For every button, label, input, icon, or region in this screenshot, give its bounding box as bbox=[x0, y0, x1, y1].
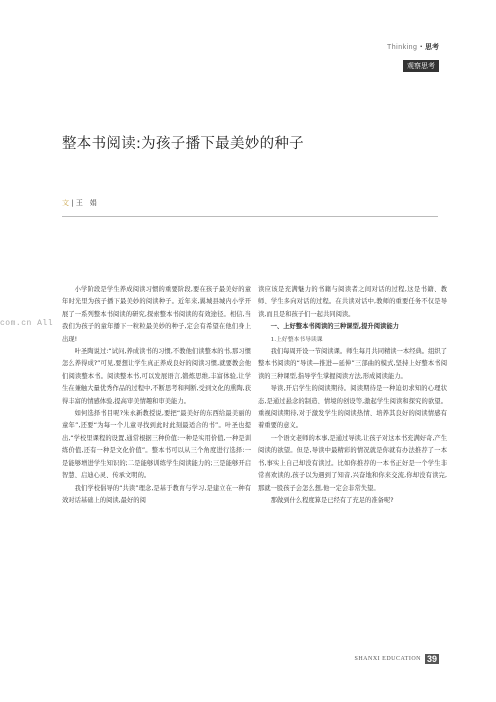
right-column bbox=[258, 284, 447, 507]
paragraph: 一个语文老师的本事,是通过导读,让孩子对这本书充满好奇,产生阅读的欲望。但是,导读中最精彩的情况就是你就有办法推荐了一本书,事实上自己却没有读过。比如你推荐的一本书正好是一个学生非常喜欢读的,孩子以为遇到了知音,兴奋地和你来交流,你却没有读完,那就一股孩子会怎么想,他一定会非常失望。 bbox=[258, 434, 447, 492]
left-column bbox=[62, 284, 251, 507]
section-heading: 一、上好整本书阅读的三种课型,提升阅读能力 bbox=[270, 323, 399, 331]
section-tag: Thinking · 思考 观察思考 bbox=[386, 43, 439, 70]
paragraph: 小学阶段是学生养成阅读习惯的重要阶段,要在孩子最美好的童年时光里为孩子播下最美妙的阅读种子。近年来,翼城县城内小学开展了一系列整本书阅读的研究,探索整本书阅读的有效途径。相信,当我们为孩子的童年播下一粒粒最美妙的种子,定会有希望在他们身上出现! bbox=[62, 286, 251, 343]
paragraph: 我们学校倡导的“共读”理念,是基于教育与学习,是建立在一种有效对话基础上的阅读,最好的阅 bbox=[62, 484, 251, 504]
sub-heading: 1.上好整本书导读课 bbox=[270, 336, 323, 343]
title-divider bbox=[62, 216, 438, 217]
paragraph: 叶圣陶说过:“试问,养成读书的习惯,不教他们读整本的书,那习惯怎么养得成?”可见,要想让学生真正养成良好的阅读习惯,就要教会他们阅读整本书。阅读整本书,可以发展语言,锻炼思维,丰富体验,让学生在兼触大量优秀作品的过程中,不断思考和判断,受到文化的熏陶,获得丰富的情感体验,提高审美情趣和审美能力。 bbox=[62, 348, 251, 405]
subsection-label: 观察思考 bbox=[403, 60, 439, 72]
watermark: com.cn All bbox=[0, 319, 54, 328]
paragraph: 读应该是充满魅力的书籍与阅读者之间对话的过程,这是书籍、教师、学生多向对话的过程。在共读对话中,教师的重要任务不仅是导读,而且是和孩子们一起共同阅读。 bbox=[258, 286, 447, 318]
journal-name: SHANXI EDUCATION bbox=[354, 656, 421, 662]
category-cn: 思考 bbox=[425, 43, 439, 51]
category-en: Thinking bbox=[386, 44, 418, 51]
author-name: 王 娟 bbox=[75, 199, 97, 207]
paragraph: 那做到什么程度算是已经有了充足的准备呢? bbox=[270, 496, 394, 504]
page-footer bbox=[354, 654, 439, 664]
paragraph: 我们每周开设一节阅读课。师生每月共同精读一本经典。组织了整本书阅读的“导读—推进—延伸”三部曲的模式,坚持上好整本书阅读的三种课型,指导学生掌握阅读方法,形成阅读能力。 bbox=[258, 348, 447, 380]
byline: 文 | 王 娟 bbox=[62, 199, 97, 207]
author-prefix: 文 bbox=[62, 199, 69, 207]
page-number: 39 bbox=[426, 654, 437, 664]
paragraph: 导读,开启学生的阅读期待。阅读期待是一种迫切求知的心理状态,是通过悬念的制造、情境的创设等,激起学生阅读和探究的欲望。重视阅读期待,对于激发学生的阅读热情、培养其良好的阅读情感有着重要的意义。 bbox=[258, 385, 447, 430]
paragraph: 如何选择书目呢?朱永新教授说,要把“最美好的东西给最美丽的童年”,还要“为每一个儿童寻找到此时此刻最适合的书”。叶圣也提出,“学校里课程的设置,通常根据三种价值:一种是实用价值,一种是训练价值,还有一种是文化价值”。整本书可以从三个角度进行选择:一是能够增进学生知识的;二是能够训练学生阅读能力的;三是能够开启智慧、启迪心灵、传承文明的。 bbox=[62, 410, 251, 480]
article-title: 整本书阅读:为孩子播下最美妙的种子 bbox=[62, 136, 304, 152]
